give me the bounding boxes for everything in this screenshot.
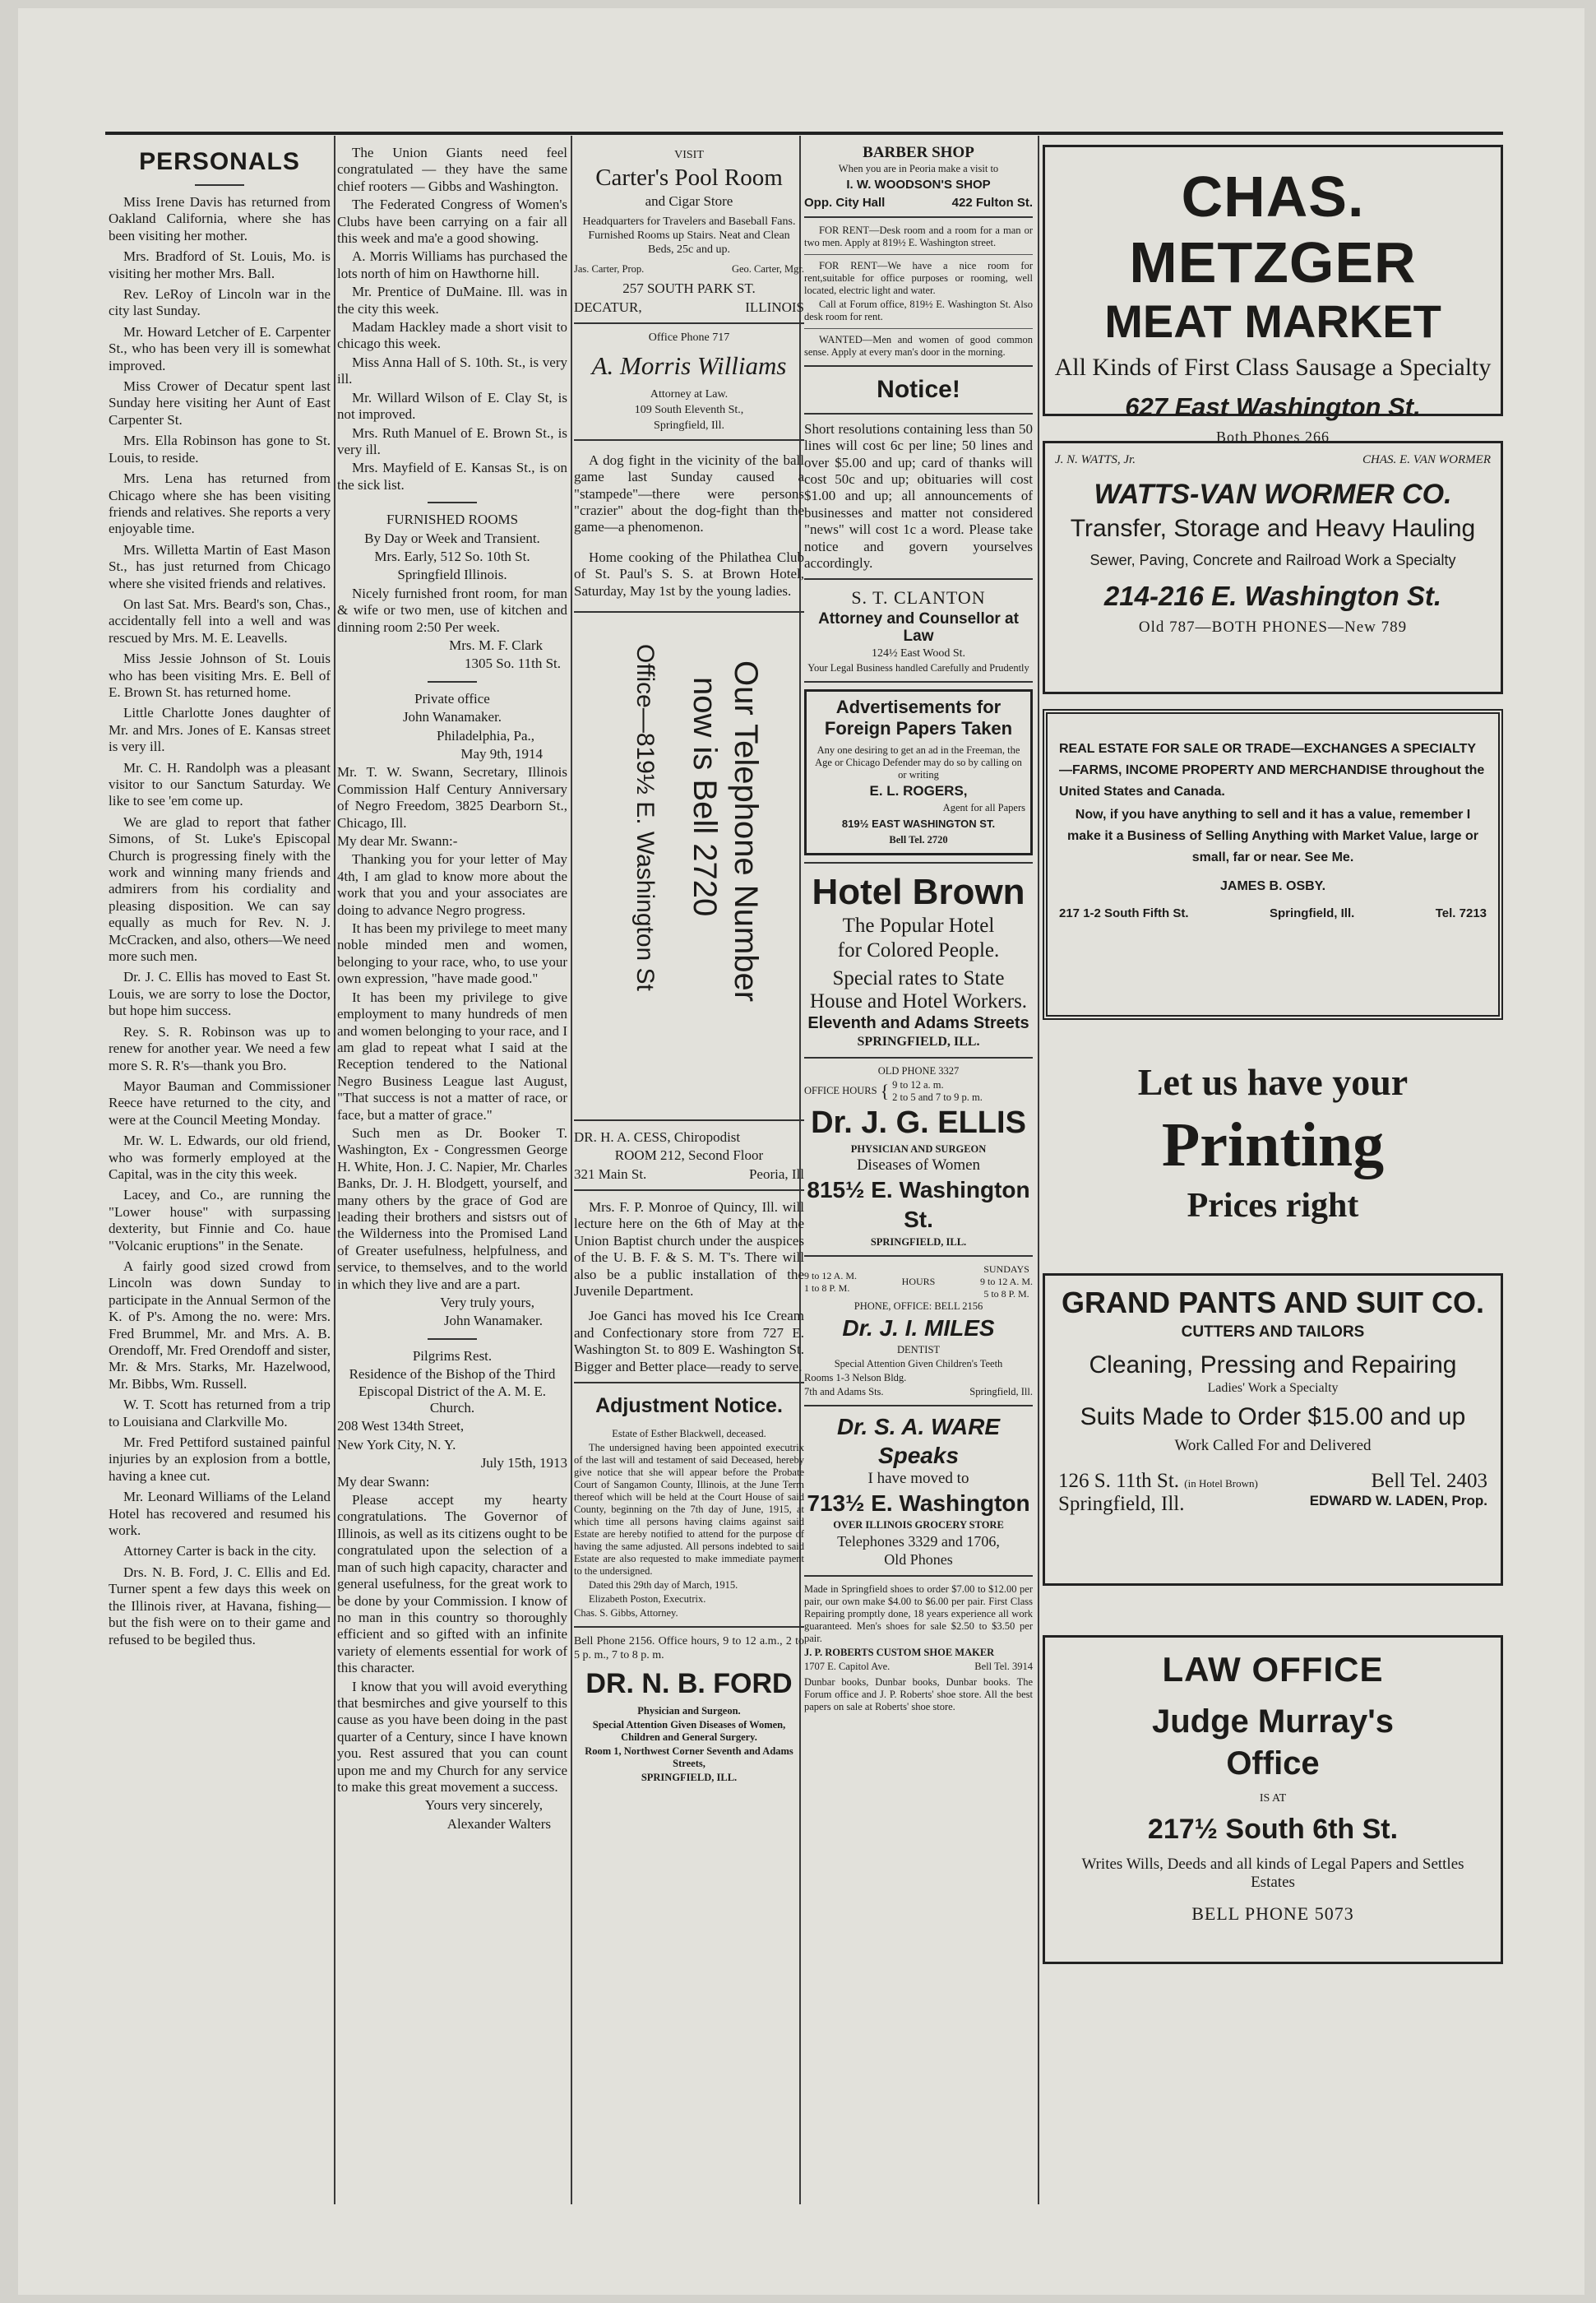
foreign-title: Advertisements for Foreign Papers Taken xyxy=(824,697,1013,739)
letter-paragraph: I know that you will avoid everything that besmirches and give yourself to this cause as you have been doing in the past quarter of a Century, since I have known you. Rest assured that you can count upon me and my Church for any service to make this great movement a success. xyxy=(337,1678,567,1795)
ellis-hours-1: 9 to 12 a. m. xyxy=(892,1078,944,1091)
carter-pool-room-ad xyxy=(574,148,804,316)
ford-name: DR. N. B. FORD xyxy=(585,1667,793,1699)
foreign-agent: Agent for all Papers xyxy=(942,801,1025,813)
telephone-line-3: Office—819½ E. Washington St xyxy=(631,644,659,991)
telephone-notice xyxy=(574,619,804,1113)
divider xyxy=(804,413,1033,415)
personal-item: Drs. N. B. Ford, J. C. Ellis and Ed. Turner spent a few days this week on the Illinois river, at Havana, fishing—but the fish were on to their game and refused to be begiled thus. xyxy=(109,1564,331,1647)
personal-item: Mrs. Bradford of St. Louis, Mo. is visiting her mother Mrs. Ball. xyxy=(109,248,331,281)
news-item: Mr. Willard Wilson of E. Clay St, is not improved. xyxy=(337,389,567,423)
hotel-address: Eleventh and Adams Streets xyxy=(807,1014,1029,1033)
miles-city: Springfield, Ill. xyxy=(969,1386,1033,1398)
osby-city: Springfield, Ill. xyxy=(1269,906,1355,921)
letter-header: Residence of the Bishop of the Third Episcopal District of the A. M. E. Church. xyxy=(349,1366,556,1416)
top-rule xyxy=(105,132,1503,135)
williams-city: Springfield, Ill. xyxy=(654,419,724,432)
letter-header: Private office xyxy=(414,690,490,707)
osby-tel: Tel. 7213 xyxy=(1435,906,1487,921)
printing-ad xyxy=(1043,1059,1503,1265)
adjustment-body: The undersigned having been appointed executrix of the last will and testament of said Deceased, hereby give notice that she will appear before the Probate Court of Sangamon County, Illinois, at the June Term thereof which will be held at the Court House of said County, beginning on the 7th day of June, 1915, at which time all persons having claims against said Estate are hereby notified to attend for the purpose of having the same adjusted. All persons indebted to said Estate are also requested to make immediate payment to the undersigned. xyxy=(574,1441,804,1577)
carter-sub: and Cigar Store xyxy=(645,193,733,209)
divider xyxy=(804,1255,1033,1257)
watts-address: 214-216 E. Washington St. xyxy=(1103,581,1442,611)
column-rule xyxy=(571,136,572,2204)
williams-title: Attorney at Law. xyxy=(650,387,729,401)
personal-item: Miss Irene Davis has returned from Oakland California, where she has been visiting her mother. xyxy=(109,194,331,243)
personal-item: Miss Jessie Johnson of St. Louis who has been visiting Mrs. E. Bell of E. Brown St. has returned home. xyxy=(109,651,331,700)
divider xyxy=(574,1382,804,1383)
metzger-ad xyxy=(1043,145,1503,445)
miles-rooms: Rooms 1-3 Nelson Bldg. xyxy=(804,1372,907,1384)
ellis-hours-2: 2 to 5 and 7 to 9 p. m. xyxy=(892,1091,983,1103)
barber-shop-ad xyxy=(804,145,1033,210)
ware-ad xyxy=(804,1413,1033,1568)
miles-hours-2: 1 to 8 P. M. xyxy=(804,1281,850,1294)
news-item: Mrs. Mayfield of E. Kansas St., is on the sick list. xyxy=(337,460,567,493)
cess-street: 321 Main St. xyxy=(574,1165,647,1182)
ellis-hours-label: OFFICE HOURS xyxy=(804,1085,877,1097)
letter-closing: Very truly yours, xyxy=(440,1295,534,1310)
personal-item: Miss Crower of Decatur spent last Sunday here visiting her Aunt of East Carpenter St. xyxy=(109,378,331,428)
letter-header: 208 West 134th Street, xyxy=(337,1418,465,1434)
ware-over: OVER ILLINOIS GROCERY STORE xyxy=(833,1518,1004,1531)
ganci-item: Joe Ganci has moved his Ice Cream and Confectionary store from 727 E. Washington St. to 809 E. Washington St. Bigger and Better place—ready to serve. xyxy=(574,1308,804,1374)
foreign-name: E. L. ROGERS, xyxy=(869,783,968,799)
pants-hotel: (in Hotel Brown) xyxy=(1184,1477,1258,1490)
divider xyxy=(428,1338,477,1340)
personal-item: A fairly good sized crowd from Lincoln was down Sunday to participate in the Annual Sermon of the K. of P's. Among the no. were: Mrs. Fred Brummel, Mr. and Mrs. A. B. Orendoff, Mr. Fred Orendoff and sister, Mr. & Mrs. Starks, Mr. Hazelwood, Mr. Bibbs, Wm. Russell. xyxy=(109,1258,331,1392)
personal-item: W. T. Scott has returned from a trip to Louisiana and Clarkville Mo. xyxy=(109,1397,331,1430)
ellis-title: PHYSICIAN AND SURGEON xyxy=(850,1142,987,1155)
foreign-address: 819½ EAST WASHINGTON ST. xyxy=(841,817,996,830)
miles-sunday-1: 9 to 12 A. M. xyxy=(979,1276,1033,1288)
law-office: Office xyxy=(1226,1745,1320,1782)
dogfight-item: A dog fight in the vicinity of the ball game last Sunday caused a "stampede"—there were persons "crazier" about the dog-fight than the game—a phenomenon. xyxy=(574,452,804,535)
printing-line-1: Let us have your xyxy=(1137,1061,1409,1103)
letter-closing: Yours very sincerely, xyxy=(424,1797,543,1814)
osby-address-line xyxy=(1059,906,1487,920)
notice-title: Notice! xyxy=(877,375,960,403)
personal-item: Mayor Bauman and Commissioner Reece have returned to the city, and were at the Council Meeting Monday. xyxy=(109,1077,331,1128)
personal-item: Little Charlotte Jones daughter of Mr. and Mrs. Jones of E. Kansas street is very ill. xyxy=(109,705,331,755)
watts-specialty: Sewer, Paving, Concrete and Railroad Work a Specialty xyxy=(1089,552,1456,568)
column-rule xyxy=(334,136,335,2204)
personal-item: Mr. Howard Letcher of E. Carpenter St., who has been very ill is somewhat improved. xyxy=(109,323,331,373)
carter-visit: VISIT xyxy=(674,149,704,161)
cess-room: ROOM 212, Second Floor xyxy=(614,1147,764,1164)
ware-old: Old Phones xyxy=(884,1551,953,1569)
personals-column xyxy=(109,145,331,1652)
letter-date: May 9th, 1914 xyxy=(460,746,543,762)
hotel-line: for Colored People. xyxy=(837,939,1000,962)
watts-names xyxy=(1055,453,1491,467)
news-item: Mrs. Ruth Manuel of E. Brown St., is very ill. xyxy=(337,424,567,457)
ellis-address: 815½ E. Washington St. xyxy=(807,1177,1030,1233)
notice-box xyxy=(804,373,1033,572)
divider xyxy=(574,1189,804,1191)
adjustment-estate: Estate of Esther Blackwell, deceased. xyxy=(612,1427,766,1439)
wanted-item: WANTED—Men and women of good common sense. Apply at every man's door in the morning. xyxy=(804,333,1033,358)
watts-right: CHAS. E. VAN WORMER xyxy=(1362,453,1491,466)
furnished-line: By Day or Week and Transient. xyxy=(364,530,540,546)
carter-proprietors xyxy=(574,263,804,276)
ellis-name: Dr. J. G. ELLIS xyxy=(811,1105,1026,1140)
barber-title: BARBER SHOP xyxy=(863,145,974,161)
ellis-hours: OFFICE HOURS { 9 to 12 a. m. 2 to 5 and 7 to 9 p. m. xyxy=(804,1078,983,1103)
ford-city: SPRINGFIELD, ILL. xyxy=(641,1771,738,1783)
ware-moved: I have moved to xyxy=(867,1470,969,1488)
osby-name: JAMES B. OSBY. xyxy=(1219,879,1326,893)
pants-prop: EDWARD W. LADEN, Prop. xyxy=(1309,1493,1487,1508)
barber-line: When you are in Peoria make a visit to xyxy=(838,163,999,175)
for-rent-3: Call at Forum office, 819½ E. Washington St. Also desk room for rent. xyxy=(804,298,1033,322)
law-services: Writes Wills, Deeds and all kinds of Legal Papers and Settles Estates xyxy=(1081,1856,1464,1891)
telephone-line-2: now is Bell 2720 xyxy=(687,677,723,917)
divider xyxy=(804,216,1033,218)
pants-city: Springfield, Ill. xyxy=(1058,1493,1185,1515)
personal-item: Mr. Fred Pettiford sustained painful injuries by an explosion from a bottle, having a knee cut. xyxy=(109,1434,331,1484)
letter-signature: John Wanamaker. xyxy=(443,1313,543,1329)
monroe-item: Mrs. F. P. Monroe of Quincy, Ill. will lecture here on the 6th of May at the Union Baptist church under the auspices of the U. B. F. & S. M. T's. There will also be a public installation of the Juvenile Department. xyxy=(574,1198,804,1299)
law-title: LAW OFFICE xyxy=(1162,1650,1384,1689)
news-item: Mr. Prentice of DuMaine. Ill. was in the city this week. xyxy=(337,284,567,317)
metzger-line: All Kinds of First Class Sausage a Specialty xyxy=(1054,354,1492,381)
letter-paragraph: Please accept my hearty congratulations. The Governor of Illinois, as well as its citizens ought to be congratulated upon the selection of a man of such high capacity, character and general usefulness, for the great work to be done by your Commission. I know of no man in this country so thoroughly efficient and so gifted with an infinite variety of elements essential for work of this character. xyxy=(337,1492,567,1676)
news-item: Madam Hackley made a short visit to chicago this week. xyxy=(337,319,567,352)
home-cooking-item: Home cooking of the Philathea Club of St. Paul's S. S. at Brown Hotel, Saturday, May 1st by the young ladies. xyxy=(574,549,804,599)
watts-name: WATTS-VAN WORMER CO. xyxy=(1094,479,1452,510)
letter-header: Philadelphia, Pa., xyxy=(437,727,534,744)
miles-sundays: SUNDAYS xyxy=(983,1263,1029,1276)
carter-city: DECATUR, xyxy=(574,299,642,315)
divider xyxy=(804,578,1033,580)
personals-list xyxy=(109,194,331,1648)
ware-name: Dr. S. A. WARE xyxy=(836,1414,1001,1440)
osby-address: 217 1-2 South Fifth St. xyxy=(1059,906,1189,921)
pants-name: GRAND PANTS AND SUIT CO. xyxy=(1061,1286,1484,1319)
furnished-line: Mrs. Early, 512 So. 10th St. xyxy=(374,548,530,564)
pants-address-line xyxy=(1055,1470,1491,1493)
cess-address-line xyxy=(574,1166,804,1183)
miles-name: Dr. J. I. MILES xyxy=(842,1315,995,1341)
pants-line-1: Cleaning, Pressing and Repairing xyxy=(1089,1351,1457,1379)
divider xyxy=(804,1575,1033,1577)
ford-ad xyxy=(574,1634,804,1784)
divider xyxy=(574,1626,804,1628)
ellis-phone: OLD PHONE 3327 xyxy=(877,1064,960,1077)
foreign-body: Any one desiring to get an ad in the Freeman, the Age or Chicago Defender may do so by calling on or writing xyxy=(815,744,1022,781)
ware-address: 713½ E. Washington xyxy=(807,1490,1030,1516)
divider xyxy=(195,184,244,186)
barber-name: I. W. WOODSON'S SHOP xyxy=(846,178,991,192)
roberts-tel: Bell Tel. 3914 xyxy=(974,1660,1033,1672)
telephone-line-1: Our Telephone Number xyxy=(728,660,764,1003)
osby-ad xyxy=(1043,709,1503,1020)
law-office-ad xyxy=(1043,1635,1503,1964)
news-item: Miss Anna Hall of S. 10th. St., is very ill. xyxy=(337,354,567,387)
williams-name: A. Morris Williams xyxy=(591,350,787,380)
adjustment-executrix: Elizabeth Poston, Executrix. xyxy=(589,1592,706,1605)
ware-tel: Telephones 3329 and 1706, xyxy=(837,1532,1000,1550)
pants-line-2: Ladies' Work a Specialty xyxy=(1207,1381,1339,1395)
divider xyxy=(804,254,1033,255)
ware-speaks: Speaks xyxy=(877,1443,960,1469)
watts-left: J. N. WATTS, Jr. xyxy=(1055,453,1136,466)
pants-sub: CUTTERS AND TAILORS xyxy=(1181,1323,1365,1341)
williams-phone: Office Phone 717 xyxy=(648,331,730,344)
divider xyxy=(804,1057,1033,1059)
law-phone: BELL PHONE 5073 xyxy=(1191,1903,1354,1924)
divider xyxy=(574,611,804,613)
personal-item: Rev. LeRoy of Lincoln war in the city last Sunday. xyxy=(109,286,331,319)
carter-city-line xyxy=(574,299,804,316)
ads-column-4 xyxy=(804,145,1033,2193)
news-items xyxy=(337,145,567,494)
miles-hours-label: HOURS xyxy=(901,1276,936,1288)
metzger-name: CHAS. METZGER xyxy=(1129,164,1417,294)
miles-title: DENTIST xyxy=(896,1344,941,1356)
divider xyxy=(804,1405,1033,1406)
personal-item: We are glad to report that father Simons, of St. Luke's Episcopal Church is progressing finely with the work and winning many friends and admirers from his cordiality and pleasing disposition. We can say equally as much for Rev. N. J. McCracken, and also, others—We need more such men. xyxy=(109,813,331,965)
pants-tel: Bell Tel. 2403 xyxy=(1371,1470,1487,1492)
miles-hours xyxy=(804,1263,1033,1300)
carter-state: ILLINOIS xyxy=(745,299,804,315)
pants-address: 126 S. 11th St. xyxy=(1058,1470,1180,1492)
letter-paragraph: It has been my privilege to meet many noble minded men and women, belonging to your race, who, to use your own expression, "have made good." xyxy=(337,920,567,987)
printing-line-2: Printing xyxy=(1161,1110,1385,1179)
barber-address: 422 Fulton St. xyxy=(951,195,1033,210)
divider xyxy=(574,439,804,441)
ford-special: Special Attention Given Diseases of Women, Children and General Surgery. xyxy=(592,1718,786,1743)
foreign-tel: Bell Tel. 2720 xyxy=(889,834,948,846)
divider xyxy=(428,681,477,683)
roberts-body: Made in Springfield shoes to order $7.00 to $12.00 per pair, our own make $4.00 to $6.00 per pair. First Class Repairing promptly done, 18 years experience all work guaranteed. Men's shoes for sale $2.50 to $3.50 per pair. xyxy=(804,1582,1033,1644)
personal-item: Mrs. Ella Robinson has gone to St. Louis, to reside. xyxy=(109,433,331,466)
miles-address-line xyxy=(804,1386,1033,1398)
letter-paragraph: Such men as Dr. Booker T. Washington, Ex - Congressmen George H. White, Hon. J. C. Napier, Mr. Charles Banks, Dr. J. H. Blodgett, yourself, and many others by the grace of God are leading their brothers and sistsrs out of the Wilderness into the Promised Land of Greater usefulness, helpfulness, and service, to themselves, and to the world in which they live and are a part. xyxy=(337,1124,567,1292)
cess-name: DR. H. A. CESS, Chiropodist xyxy=(574,1129,741,1146)
metzger-title: MEAT MARKET xyxy=(1104,295,1441,347)
divider xyxy=(804,862,1033,864)
letter-paragraph: Thanking you for your letter of May 4th, I am glad to know more about the work that you and your associates are doing to advance Negro progress. xyxy=(337,851,567,918)
divider xyxy=(574,1119,804,1121)
osby-line-1: REAL ESTATE FOR SALE OR TRADE—EXCHANGES A SPECIALTY—FARMS, INCOME PROPERTY AND MERCHANDISE throughout the United States and Canada. xyxy=(1059,742,1485,799)
carter-mgr: Geo. Carter, Mgr. xyxy=(731,263,804,276)
ford-hours: Bell Phone 2156. Office hours, 9 to 12 a.m., 2 to 5 p. m., 7 to 8 p. m. xyxy=(574,1634,804,1661)
letter-address: Mr. T. W. Swann, Secretary, Illinois Commission Half Century Anniversary of Negro Freedom, 3825 Dearborn St., Chicago, Ill. xyxy=(337,764,567,831)
law-address: 217½ South 6th St. xyxy=(1147,1814,1399,1845)
law-judge: Judge Murray's xyxy=(1151,1703,1395,1740)
pants-line-3: Suits Made to Order $15.00 and up xyxy=(1080,1403,1466,1430)
clanton-ad xyxy=(804,586,1033,674)
personal-item: Mrs. Willetta Martin of East Mason St., has just returned from Chicago where she visited friends and relatives. xyxy=(109,541,331,591)
letter-paragraph: It has been my privilege to give employment to many hundreds of men and women belonging to your race, and I am glad to repeat what I said at the Reception tendered to the National Negro Business League last August, "That success is not a matter of race, or face, but a matter of grace." xyxy=(337,989,567,1123)
personal-item: Lacey, and Co., are running the "Lower house" with surpassing dexterity, but Finnie and Co. haue "Volcanic eruptions" in the Senate. xyxy=(109,1187,331,1253)
letter-header: New York City, N. Y. xyxy=(337,1436,456,1453)
miles-sunday-2: 5 to 8 P. M. xyxy=(983,1288,1029,1300)
personal-item: Attorney Carter is back in the city. xyxy=(123,1543,317,1559)
letter-signature: Alexander Walters xyxy=(446,1815,551,1832)
news-item: The Union Giants need feel congratulated — they have the same chief rooters — Gibbs and Washington. xyxy=(337,145,567,194)
divider xyxy=(804,681,1033,683)
personal-item: Rey. S. R. Robinson was up to renew for another year. We need a few more S. R. R's—thank you Bro. xyxy=(109,1023,331,1073)
osby-line-2: Now, if you have anything to sell and it has a value, remember I make it a Business of Selling Anything with Market Value, large or small, far or near. See Me. xyxy=(1067,808,1478,864)
news-item: A. Morris Williams has purchased the lots north of him on Hawthorne hill. xyxy=(337,248,567,281)
ads-column-5 xyxy=(1043,145,1503,2193)
letter-header: John Wanamaker. xyxy=(402,709,502,725)
hotel-city: SPRINGFIELD, ILL. xyxy=(857,1034,980,1049)
roberts-books: Dunbar books, Dunbar books, Dunbar books. The Forum office and J. P. Roberts' shoe store. All the best papers on sale at Roberts' shoe store. xyxy=(804,1675,1033,1712)
ford-title: Physician and Surgeon. xyxy=(637,1704,741,1717)
ads-column-3 xyxy=(574,145,804,2193)
for-rent-1: FOR RENT—Desk room and a room for a man or two men. Apply at 819½ E. Washington street. xyxy=(804,224,1033,248)
watts-line: Transfer, Storage and Heavy Hauling xyxy=(1070,515,1476,542)
carter-name: Carter's Pool Room xyxy=(595,164,783,191)
law-is-at: IS AT xyxy=(1259,1792,1287,1805)
barber-opp: Opp. City Hall xyxy=(804,195,886,210)
letter-salutation: My dear Mr. Swann:- xyxy=(337,833,458,850)
clanton-title: Attorney and Counsellor at Law xyxy=(818,610,1019,645)
miles-corner: 7th and Adams Sts. xyxy=(804,1386,884,1398)
letter-salutation: My dear Swann: xyxy=(337,1473,430,1490)
furnished-signature: Mrs. M. F. Clark xyxy=(449,637,543,653)
foreign-papers-ad xyxy=(804,689,1033,855)
ellis-ad xyxy=(804,1065,1033,1249)
for-rent-2: FOR RENT—We have a nice room for rent,suitable for office purposes or rooming, well located, electric light and water. xyxy=(804,259,1033,296)
adjustment-notice xyxy=(574,1393,804,1620)
news-item: The Federated Congress of Women's Clubs have been carrying on a fair all this week and ma'e a good showing. xyxy=(337,197,567,247)
hotel-brown-ad xyxy=(804,872,1033,1050)
ellis-city: SPRINGFIELD, ILL. xyxy=(870,1236,967,1249)
roberts-address-line xyxy=(804,1661,1033,1673)
watts-phones: Old 787—BOTH PHONES—New 789 xyxy=(1138,619,1408,636)
furnished-body: Nicely furnished front room, for man & wife or two men, use of kitchen and dinning room 2:50 Per week. xyxy=(337,585,567,635)
carter-description: Headquarters for Travelers and Baseball Fans. Furnished Rooms up Stairs. Neat and Clean Beds, 25c and up. xyxy=(582,215,796,257)
hotel-rates: Special rates to State House and Hotel Workers. xyxy=(809,967,1028,1013)
miles-spec: Special Attention Given Children's Teeth xyxy=(834,1358,1003,1370)
roberts-ad xyxy=(804,1583,1033,1713)
clanton-name: S. T. CLANTON xyxy=(851,587,986,609)
furnished-address: 1305 So. 11th St. xyxy=(465,656,561,672)
adjustment-attorney: Chas. S. Gibbs, Attorney. xyxy=(574,1606,678,1619)
letter-header: Pilgrims Rest. xyxy=(412,1347,493,1364)
divider xyxy=(804,365,1033,367)
pants-ad xyxy=(1043,1273,1503,1586)
miles-ad xyxy=(804,1263,1033,1398)
barber-address-line xyxy=(804,196,1033,210)
personal-item: Dr. J. C. Ellis has moved to East St. Louis, we are sorry to lose the Doctor, but hope him success. xyxy=(109,969,331,1019)
column-rule xyxy=(1038,136,1039,2204)
watts-ad xyxy=(1043,441,1503,694)
clanton-address: 124½ East Wood St. xyxy=(871,647,966,660)
adjustment-dated: Dated this 29th day of March, 1915. xyxy=(589,1578,738,1591)
letter-date: July 15th, 1913 xyxy=(480,1455,567,1471)
personals-heading: PERSONALS xyxy=(139,148,300,175)
furnished-rooms-title: FURNISHED ROOMS xyxy=(386,512,519,528)
ford-room: Room 1, Northwest Corner Seventh and Adams Streets, xyxy=(585,1745,793,1769)
notice-body: Short resolutions containing less than 50 lines will cost 6c per line; 50 lines and over $5.00 and up; card of thanks will cost 50c and up; obituaries will cost $1.00 and up; all announcements of businesses and matter not considered "news" will cost 1c a word. Please take notice and govern yourselves accordingly. xyxy=(804,420,1033,572)
printing-line-3: Prices right xyxy=(1187,1187,1359,1225)
carter-prop: Jas. Carter, Prop. xyxy=(574,263,645,276)
divider xyxy=(574,322,804,324)
miles-phone: PHONE, OFFICE: BELL 2156 xyxy=(854,1300,983,1313)
divider xyxy=(428,502,477,503)
pants-line-4: Work Called For and Delivered xyxy=(1174,1437,1372,1454)
personal-item: On last Sat. Mrs. Beard's son, Chas., accidentally fell into a well and was rescued by Mrs. M. E. Leavells. xyxy=(109,595,331,646)
furnished-line: Springfield Illinois. xyxy=(397,567,507,583)
metzger-address: 627 East Washington St. xyxy=(1125,392,1421,421)
personal-item: Mr. C. H. Randolph was a pleasant visitor to our Sanctum Saturday. We like to see 'em come up. xyxy=(109,759,331,809)
personal-item: Mr. Leonard Williams of the Leland Hotel has recovered and resumed his work. xyxy=(109,1489,331,1539)
news-column-2 xyxy=(337,145,567,1834)
personal-item: Mr. W. L. Edwards, our old friend, who was formerly employed at the Capital, was in the city this week. xyxy=(109,1133,331,1182)
clanton-line: Your Legal Business handled Carefully and Prudently xyxy=(807,662,1029,674)
ellis-spec: Diseases of Women xyxy=(856,1156,981,1174)
metzger-phones: Both Phones 266 xyxy=(1215,429,1330,445)
adjustment-title: Adjustment Notice. xyxy=(595,1393,783,1417)
miles-hours-1: 9 to 12 A. M. xyxy=(804,1269,858,1281)
hotel-name: Hotel Brown xyxy=(812,872,1025,913)
williams-ad xyxy=(574,331,804,433)
williams-address: 109 South Eleventh St., xyxy=(634,403,744,416)
divider xyxy=(804,328,1033,329)
carter-address: 257 SOUTH PARK ST. xyxy=(622,280,756,297)
roberts-name: J. P. ROBERTS CUSTOM SHOE MAKER xyxy=(804,1646,995,1658)
personal-item: Mrs. Lena has returned from Chicago where she has been visiting friends and relatives. She reports a very enjoyable time. xyxy=(109,470,331,537)
pants-city-line xyxy=(1055,1493,1491,1516)
cess-ad xyxy=(574,1129,804,1183)
cess-city: Peoria, Ill xyxy=(748,1165,804,1182)
hotel-line: The Popular Hotel xyxy=(842,915,995,938)
roberts-address: 1707 E. Capitol Ave. xyxy=(804,1660,891,1672)
